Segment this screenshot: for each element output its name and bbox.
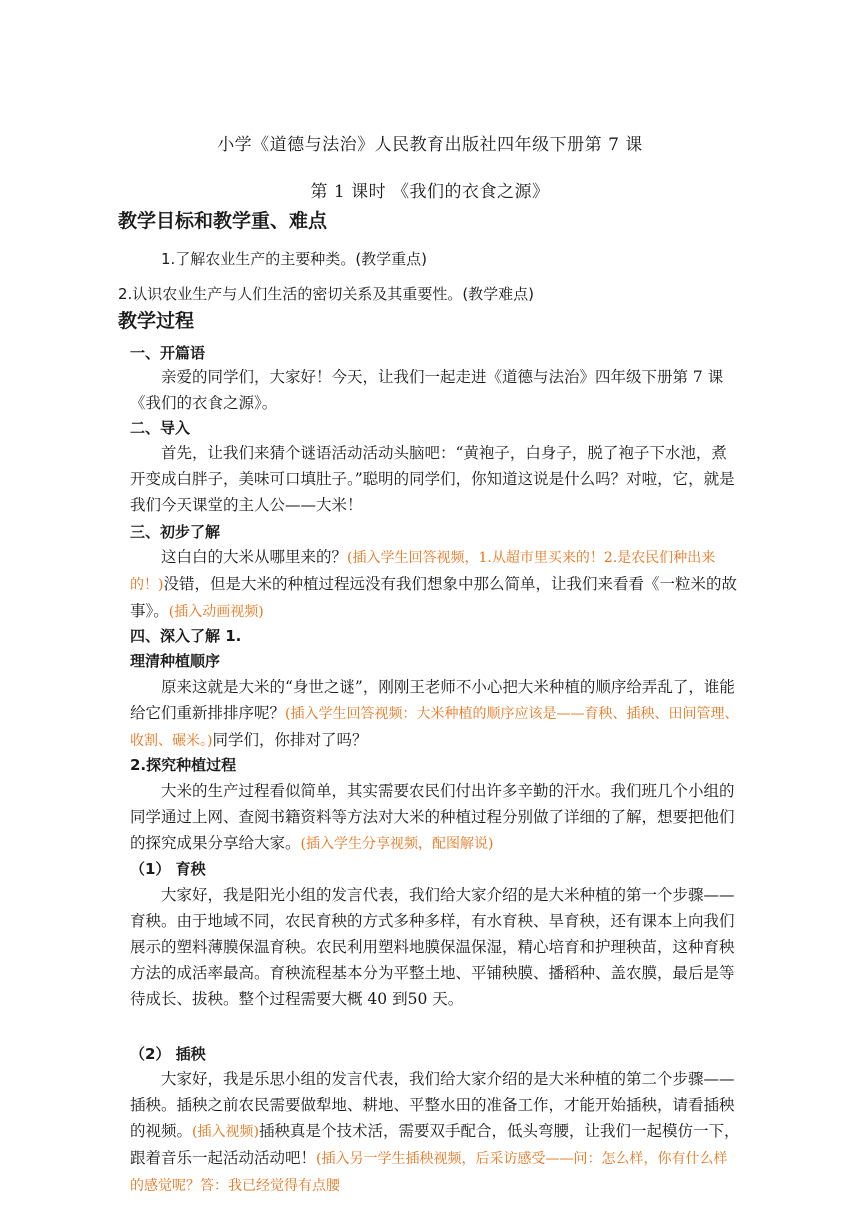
lesson-subtitle: 第 1 课时 《我们的衣食之源》 — [310, 182, 550, 202]
step-transplant-text: 大家好，我是乐思小组的发言代表，我们给大家介绍的是大米种植的第二个步骤——插秧。插秧之前农民需要做犁地、耕地、平整水田的准备工作，才能开始插秧，请看插秧的视频。(插入视频)插秧真是个技术活，需要双手配合，低头弯腰，让我们一起模仿一下，跟着音乐一起活动活动吧！(插入另一学生插秧视频，后采访感受——问：怎么样，你有什么样的感觉呢？答：我已经觉得有点腰 — [130, 1070, 740, 1194]
objective-item-2: 2.认识农业生产与人们生活的密切关系及其重要性。(教学难点) — [118, 285, 535, 303]
step-seedling-text: 大家好，我是阳光小组的发言代表，我们给大家介绍的是大米种植的第一个步骤——育秧。由于地域不同，农民育秧的方式多种多样，有水育秧、旱育秧，还有课本上向我们展示的塑料薄膜保温育秧。农民利用塑料地膜保温保湿，精心培育和护理秧苗，这种育秧方法的成活率最高。育秧流程基本分为平整土地、平铺秧膜、播稻种、盖农膜，最后是等待成长、拔秧。整个过程需要大概 40 到50 天。 — [130, 886, 735, 1008]
subsection-explore-title: 2.探究种植过程 — [130, 756, 237, 774]
section-intro-title: 二、导入 — [130, 419, 191, 437]
step-seedling-title: （1） 育秧 — [130, 860, 206, 878]
subsection-order-title: 理清种植顺序 — [130, 652, 221, 670]
insert-note: (插入学生回答视频：大米种植的顺序应该是——育秧、插秧、田间管理、收割、碾米。) — [130, 706, 739, 749]
insert-note: (插入学生分享视频，配图解说) — [300, 836, 494, 852]
section-preliminary-text: 这白白的大米从哪里来的？(插入学生回答视频，1.从超市里买来的！2.是农民们种出来的！)没错，但是大米的种植过程远没有我们想象中那么简单，让我们来看看《一粒米的故事》。(插入动画视频) — [130, 548, 737, 620]
step-transplant-title: （2） 插秧 — [130, 1045, 206, 1063]
insert-note: (插入视频) — [192, 1124, 259, 1140]
subsection-explore-text: 大米的生产过程看似简单，其实需要农民们付出许多辛勤的汗水。我们班几个小组的同学通过上网、查阅书籍资料等方法对大米的种植过程分别做了详细的了解，想要把他们的探究成果分享给大家。(插入学生分享视频，配图解说) — [130, 782, 735, 852]
subsection-order-text: 原来这就是大米的“身世之谜”，刚刚王老师不小心把大米种植的顺序给弄乱了，谁能给它们重新排排序呢？(插入学生回答视频：大米种植的顺序应该是——育秧、插秧、田间管理、收割、碾米。)同学们，你排对了吗？ — [130, 678, 739, 749]
objective-item-1: 1.了解农业生产的主要种类。(教学重点) — [161, 250, 428, 268]
process-heading: 教学过程 — [118, 310, 195, 332]
lesson-title: 小学《道德与法治》人民教育出版社四年级下册第 7 课 — [217, 135, 643, 155]
section-deep-title: 四、深入了解 1. — [130, 627, 242, 645]
section-preliminary-title: 三、初步了解 — [130, 523, 221, 541]
section-opening-title: 一、开篇语 — [130, 344, 206, 362]
section-opening-text: 亲爱的同学们，大家好！今天，让我们一起走进《道德与法治》四年级下册第 7 课《我们的衣食之源》。 — [130, 368, 724, 412]
insert-note: (插入动画视频) — [168, 604, 264, 620]
objectives-heading: 教学目标和教学重、难点 — [118, 210, 328, 232]
section-intro-text: 首先，让我们来猜个谜语活动活动头脑吧：“黄袍子，白身子，脱了袍子下水池，煮开变成白胖子，美味可口填肚子。”聪明的同学们，你知道这说是什么吗？对啦，它，就是我们今天课堂的主人公——大米！ — [130, 444, 735, 514]
insert-note: (插入学生回答视频，1.从超市里买来的！2.是农民们种出来的！) — [130, 550, 716, 593]
insert-note: (插入另一学生插秧视频，后采访感受——问：怎么样，你有什么样的感觉呢？答：我已经觉得有点腰 — [130, 1151, 728, 1194]
